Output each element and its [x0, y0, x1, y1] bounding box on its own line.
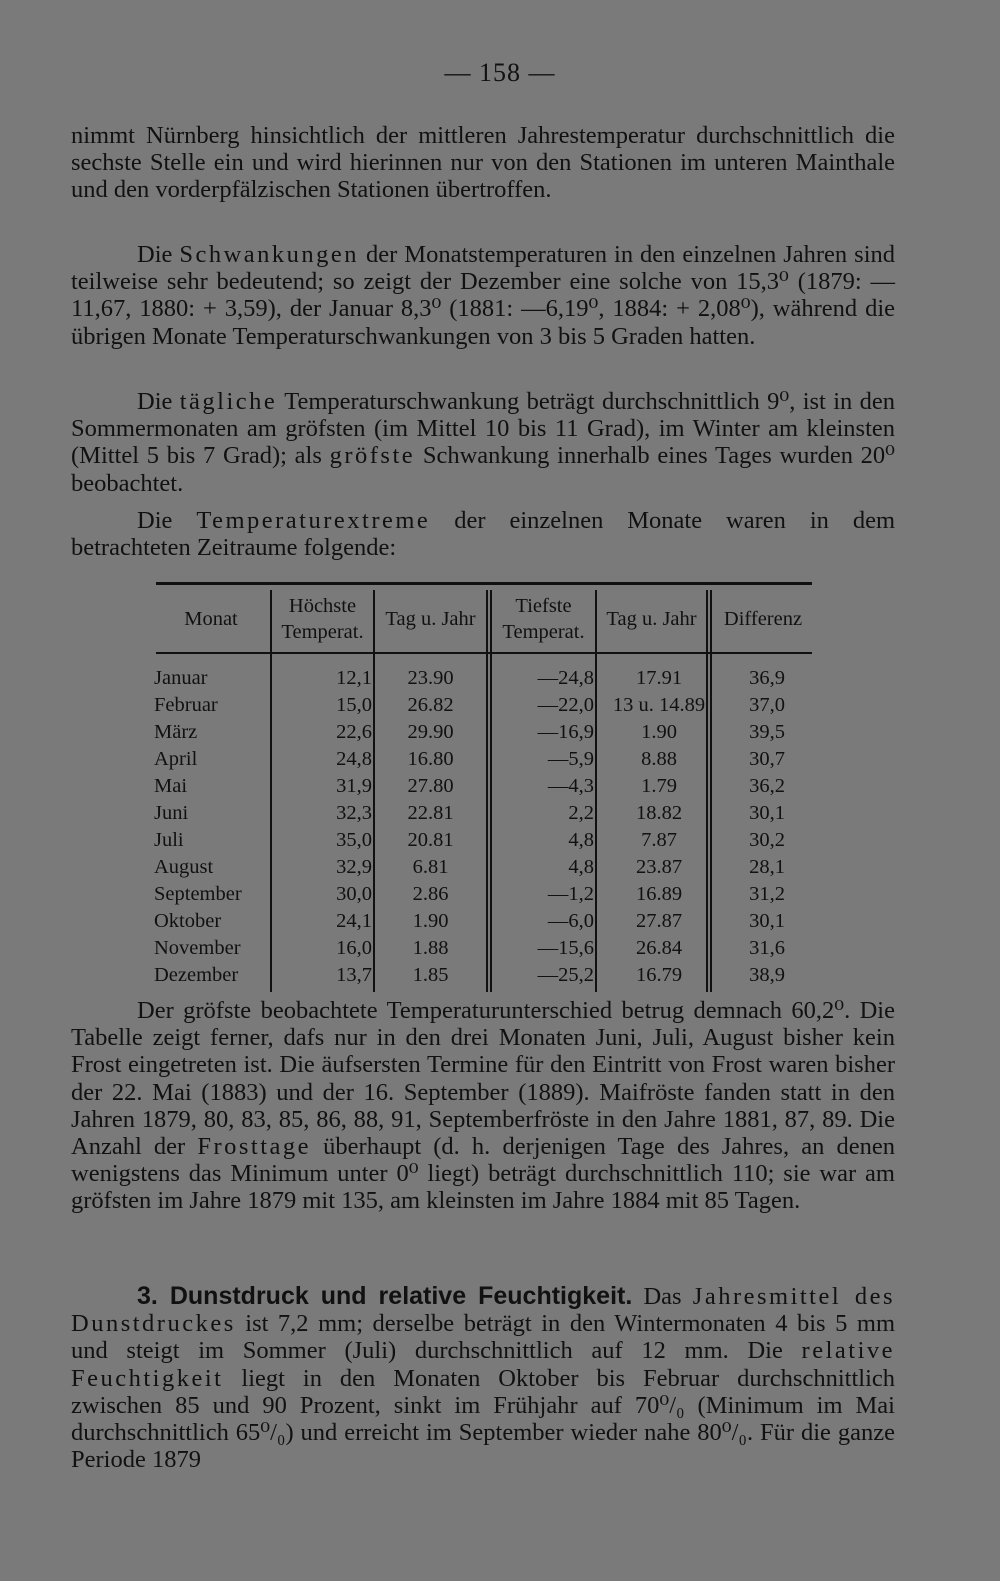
min-date-cell: 27.87 — [635, 910, 683, 932]
difference-cell: 30,7 — [749, 748, 785, 770]
max-temp-cell: 32,9 — [336, 856, 372, 878]
p2-before: Die — [137, 241, 180, 268]
month-cell: September — [154, 883, 242, 905]
header-month: Monat — [184, 608, 238, 630]
p6-middle: ist 7,2 mm; derselbe beträgt in den Wintermonaten 4 bis 5 mm und steigt im Sommer (Juli) durchschnittlich auf 12 mm. Die — [71, 1310, 895, 1365]
section-title: 3. Dunstdruck und relative Feuchtigkeit. — [137, 1282, 633, 1310]
header-max-temp: Höchste Temperat. — [281, 595, 364, 643]
max-temp-cell: 13,7 — [336, 964, 372, 986]
table-row — [152, 719, 814, 746]
max-date-cell: 1.85 — [412, 964, 449, 986]
min-temp-cell: —16,9 — [537, 721, 594, 743]
max-date-cell: 6.81 — [412, 856, 449, 878]
p5-after: überhaupt (d. h. derjenigen Tage des Jahres, an denen wenigstens das Minimum unter 0⁰ liegt) beträgt durchschnittlich 110; sie war am gröfsten im Jahre 1879 mit 135, am kleinsten im Jahre 1884 mit 85 Tagen. — [71, 1133, 895, 1215]
max-temp-cell: 15,0 — [336, 694, 372, 716]
table-row — [152, 773, 814, 800]
max-date-cell: 16.80 — [407, 748, 454, 770]
p2-term: Schwankungen — [179, 241, 360, 268]
difference-cell: 37,0 — [749, 694, 785, 716]
min-temp-cell: —15,6 — [537, 937, 594, 959]
header-min-date: Tag u. Jahr — [606, 608, 697, 630]
p4-before: Die — [137, 507, 197, 534]
min-date-cell: 7.87 — [641, 829, 677, 851]
month-cell: April — [154, 748, 198, 770]
difference-cell: 31,2 — [749, 883, 785, 905]
table-row — [152, 881, 814, 908]
table-row — [152, 962, 814, 989]
difference-cell: 36,9 — [749, 667, 785, 689]
header-max-date: Tag u. Jahr — [385, 608, 476, 630]
table-top-rule — [156, 582, 812, 585]
table-body — [152, 665, 814, 989]
p5-before: Der gröfste beobachtete Temperaturunterschied betrug demnach 60,2⁰. Die Tabelle zeigt ferner, dafs nur in den drei Monaten Juni, Juli, August bisher kein Frost eingetreten ist. Die äufsersten Termine für den Eintritt von Frost waren bisher der 22. Mai (1883) und der 16. September (1889). Maifröste fanden statt in den Jahren 1879, 80, 83, 85, 86, 88, 91, Septemberfröste in den Jahre 1881, 87, 89. Die Anzahl der — [71, 997, 895, 1161]
month-cell: August — [154, 856, 214, 878]
min-temp-cell: —5,9 — [547, 748, 594, 770]
min-date-cell: 1.90 — [641, 721, 677, 743]
max-date-cell: 23.90 — [407, 667, 454, 689]
difference-cell: 30,1 — [749, 910, 785, 932]
max-date-cell: 1.90 — [412, 910, 449, 932]
p6-before: Das — [632, 1283, 693, 1310]
table-row — [152, 935, 814, 962]
month-cell: Juli — [154, 829, 184, 851]
month-cell: Februar — [154, 694, 218, 716]
paragraph-1 — [71, 122, 895, 204]
p2-after: der Monatstemperaturen in den einzelnen Jahren sind teilweise sehr bedeutend; so zeigt der Dezember eine solche von 15,3⁰ (1879: —11,67, 1880: + 3,59), der Januar 8,3⁰ (1881: —6,19⁰, 1884: + 2,08⁰), während die übrigen Monate Temperaturschwankungen von 3 bis 5 Graden hatten. — [71, 241, 896, 350]
min-date-cell: 17.91 — [635, 667, 683, 689]
month-cell: Mai — [154, 775, 188, 797]
max-date-cell: 20.81 — [407, 829, 454, 851]
min-date-cell: 8.88 — [641, 748, 677, 770]
p3-term2: gröfste — [329, 442, 416, 470]
p3-middle: Temperaturschwankung beträgt durchschnittlich 9⁰, ist in den Sommermonaten am gröfsten (im Mittel 10 bis 11 Grad), im Winter am kleinsten (Mittel 5 bis 7 Grad); als — [71, 388, 895, 470]
paragraph-6 — [71, 1283, 895, 1473]
table-row — [152, 800, 814, 827]
page-number: — 158 — — [444, 58, 556, 87]
p3-before: Die — [137, 388, 180, 415]
header-difference: Differenz — [723, 608, 803, 630]
month-cell: Juni — [154, 802, 189, 824]
month-cell: März — [154, 721, 198, 743]
table-row — [152, 665, 814, 692]
difference-cell: 36,2 — [749, 775, 785, 797]
paragraph-5 — [71, 997, 895, 1215]
min-date-cell: 26.84 — [635, 937, 683, 959]
min-temp-cell: —22,0 — [537, 694, 594, 716]
difference-cell: 30,2 — [749, 829, 785, 851]
p6-term2: relative Feuchtigkeit — [71, 1337, 895, 1392]
max-temp-cell: 31,9 — [336, 775, 372, 797]
table-header-rule — [156, 652, 812, 654]
max-temp-cell: 24,1 — [336, 910, 372, 932]
min-temp-cell: —24,8 — [537, 667, 594, 689]
max-date-cell: 2.86 — [412, 883, 449, 905]
temperature-extremes-table — [152, 582, 814, 994]
paragraph-4 — [71, 507, 895, 561]
max-temp-cell: 24,8 — [336, 748, 372, 770]
paragraph-1-text: nimmt Nürnberg hinsichtlich der mittleren Jahrestemperatur durchschnittlich die sechste Stelle ein und wird hierinnen nur von den Stationen im unteren Mainthale und den vorderpfälzischen Stationen übertroffen. — [71, 122, 895, 204]
difference-cell: 30,1 — [749, 802, 785, 824]
min-temp-cell: —6,0 — [547, 910, 594, 932]
difference-cell: 28,1 — [749, 856, 785, 878]
table-row — [152, 746, 814, 773]
min-date-cell: 1.79 — [641, 775, 677, 797]
max-date-cell: 27.80 — [407, 775, 454, 797]
p4-after: der einzelnen Monate waren in dem betrachteten Zeitraume folgende: — [71, 507, 896, 562]
min-temp-cell: —25,2 — [537, 964, 594, 986]
min-date-cell: 13 u. 14.89 — [612, 694, 706, 716]
p3-after: Schwankung innerhalb eines Tages wurden 20⁰ beobachtet. — [71, 442, 896, 497]
min-temp-cell: —4,3 — [547, 775, 594, 797]
max-date-cell: 22.81 — [407, 802, 454, 824]
min-temp-cell: 2,2 — [568, 802, 594, 824]
max-date-cell: 26.82 — [407, 694, 454, 716]
min-temp-cell: 4,8 — [568, 856, 594, 878]
min-date-cell: 23.87 — [635, 856, 683, 878]
p5-term: Frosttage — [197, 1133, 312, 1161]
month-cell: Januar — [154, 667, 208, 689]
paragraph-3 — [71, 388, 895, 497]
max-temp-cell: 32,3 — [336, 802, 372, 824]
min-temp-cell: 4,8 — [568, 829, 594, 851]
month-cell: November — [154, 937, 241, 959]
p3-term: tägliche — [179, 388, 278, 415]
table-row — [152, 908, 814, 935]
p4-term: Temperaturextreme — [196, 507, 431, 534]
max-temp-cell: 35,0 — [336, 829, 372, 851]
table-row — [152, 827, 814, 854]
table-row — [152, 854, 814, 881]
paragraph-2 — [71, 241, 895, 350]
p6-term: Jahresmittel des Dunstdruckes — [71, 1283, 896, 1338]
p6-after: liegt in den Monaten Oktober bis Februar durchschnittlich zwischen 85 und 90 Prozent, sinkt im Frühjahr auf 70⁰/₀ (Minimum im Mai durchschnittlich 65⁰/₀) und erreicht im September wieder nahe 80⁰/₀. Für die ganze Periode 1879 — [71, 1364, 895, 1474]
month-cell: Oktober — [154, 910, 222, 932]
month-cell: Dezember — [154, 964, 239, 986]
min-temp-cell: —1,2 — [547, 883, 594, 905]
difference-cell: 38,9 — [749, 964, 785, 986]
max-temp-cell: 30,0 — [336, 883, 372, 905]
max-temp-cell: 22,6 — [336, 721, 372, 743]
max-date-cell: 29.90 — [407, 721, 454, 743]
max-date-cell: 1.88 — [412, 937, 449, 959]
min-date-cell: 16.79 — [635, 964, 683, 986]
min-date-cell: 16.89 — [635, 883, 683, 905]
difference-cell: 39,5 — [749, 721, 785, 743]
header-min-temp: Tiefste Temperat. — [502, 595, 585, 643]
min-date-cell: 18.82 — [635, 802, 683, 824]
max-temp-cell: 12,1 — [336, 667, 372, 689]
table-row — [152, 692, 814, 719]
max-temp-cell: 16,0 — [336, 937, 372, 959]
difference-cell: 31,6 — [749, 937, 785, 959]
